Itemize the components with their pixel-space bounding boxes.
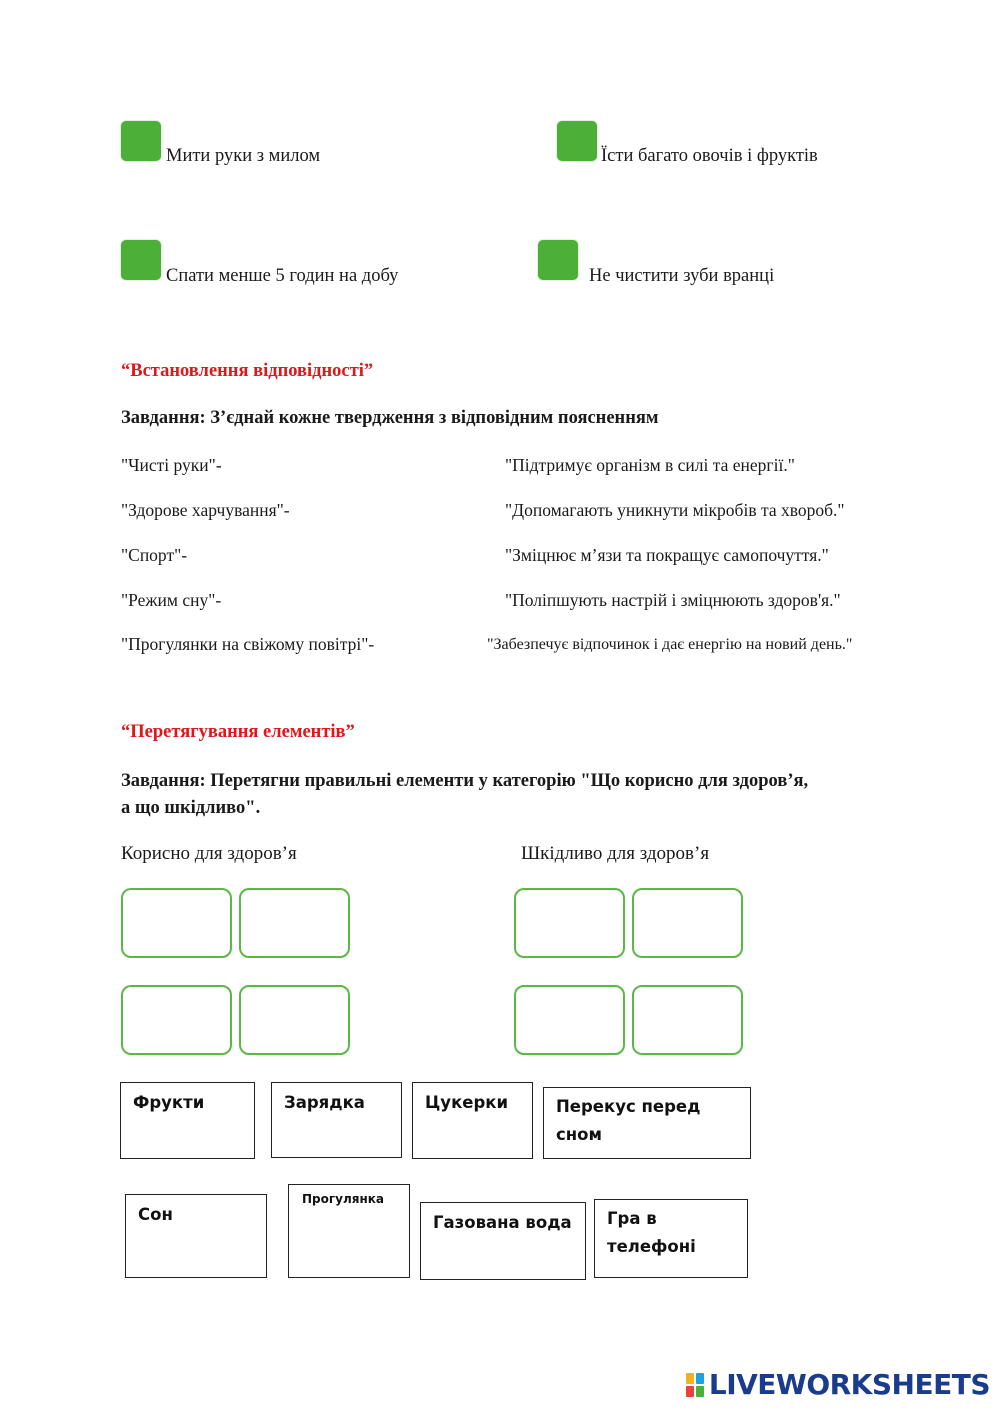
card-label: телефоні [607,1237,696,1256]
drag-card-sleep[interactable] [125,1194,267,1278]
dropzone-useful-2[interactable] [239,888,350,958]
brand-text: LIVEWORKSHEETS [708,1368,990,1401]
card-label: Фрукти [133,1093,205,1112]
drag-card-walk[interactable] [288,1184,410,1278]
matching-section-title: “Встановлення відповідності” [121,361,374,381]
matching-explanation[interactable]: "Підтримує організм в силі та енергії." [505,455,795,475]
card-label: Сон [138,1205,173,1224]
checklist-label: Їсти багато овочів і фруктів [601,146,818,166]
card-label: Перекус перед [556,1097,701,1116]
liveworksheets-brand [686,1368,990,1401]
checklist-label: Спати менше 5 годин на добу [166,266,399,286]
checkbox-no-brushing[interactable] [538,240,578,280]
drag-card-exercise[interactable] [271,1082,402,1158]
drag-section-title: “Перетягування елементів” [121,722,355,742]
dropzone-harmful-1[interactable] [514,888,625,958]
matching-statement[interactable]: "Спорт"- [121,545,188,565]
category-useful-heading: Корисно для здоров’я [121,843,297,864]
dropzone-harmful-4[interactable] [632,985,743,1055]
drag-task-line2: а що шкідливо". [121,798,261,818]
checklist-label: Не чистити зуби вранці [589,266,775,286]
drag-card-candy[interactable] [412,1082,533,1159]
checklist-label: Мити руки з милом [166,146,321,166]
drag-card-phone-games[interactable] [594,1199,748,1278]
dropzone-harmful-3[interactable] [514,985,625,1055]
matching-explanation[interactable]: "Допомагають уникнути мікробів та хвороб." [505,500,845,520]
card-label: сном [556,1125,603,1144]
matching-statement[interactable]: "Чисті руки"- [121,455,222,475]
card-label: Газована вода [433,1213,572,1232]
matching-task: Завдання: З’єднай кожне твердження з відповідним поясненням [121,408,659,428]
card-label: Гра в [607,1209,657,1228]
card-label: Зарядка [284,1093,365,1112]
matching-explanation[interactable]: "Зміцнює м’язи та покращує самопочуття." [505,545,829,565]
drag-card-fruits[interactable] [120,1082,255,1159]
checkbox-wash-hands[interactable] [121,121,161,161]
dropzone-useful-1[interactable] [121,888,232,958]
drag-card-soda[interactable] [420,1202,586,1280]
dropzone-harmful-2[interactable] [632,888,743,958]
card-label: Прогулянка [302,1192,384,1206]
liveworksheets-logo-icon [686,1373,706,1397]
matching-statement[interactable]: "Режим сну"- [121,590,222,610]
category-harmful-heading: Шкідливо для здоров’я [521,843,710,864]
matching-explanation[interactable]: "Поліпшують настрій і зміцнюють здоров'я." [505,590,841,610]
card-label: Цукерки [425,1093,509,1112]
checkbox-eat-vegetables[interactable] [557,121,597,161]
matching-statement[interactable]: "Прогулянки на свіжому повітрі"- [121,634,375,654]
dropzone-useful-4[interactable] [239,985,350,1055]
dropzone-useful-3[interactable] [121,985,232,1055]
drag-task-line1: Завдання: Перетягни правильні елементи у категорію "Що корисно для здоров’я, [121,771,809,791]
matching-explanation[interactable]: "Забезпечує відпочинок і дає енергію на новий день." [487,636,853,653]
checkbox-sleep-less[interactable] [121,240,161,280]
drag-card-snack-before-sleep[interactable] [543,1087,751,1159]
matching-statement[interactable]: "Здорове харчування"- [121,500,290,520]
